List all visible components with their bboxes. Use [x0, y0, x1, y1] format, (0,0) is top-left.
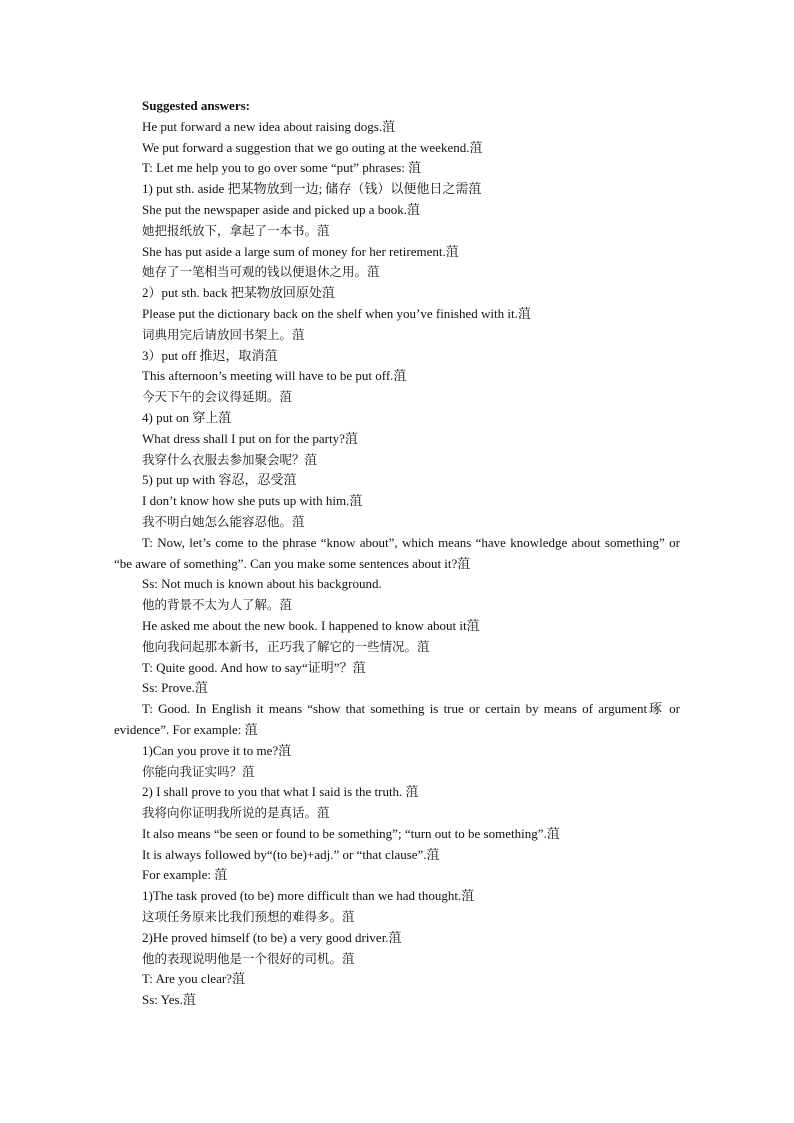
- text-line: Ss: Yes.菹: [142, 992, 196, 1008]
- text-line: Ss: Prove.菹: [142, 680, 208, 696]
- text-line: 我将向你证明我所说的是真话。菹: [142, 805, 330, 821]
- text-line: I don’t know how she puts up with him.菹: [142, 493, 363, 509]
- text-line: What dress shall I put on for the party?菹: [142, 430, 358, 446]
- section-heading: Suggested answers:: [142, 98, 250, 113]
- text-line: T: Are you clear?菹: [142, 971, 245, 987]
- text-line: 2) I shall prove to you that what I said is the truth. 菹: [142, 784, 419, 800]
- paragraph: T: Now, let’s come to the phrase “know about”, which means “have knowledge about something” or “be aware of something”. Can you make some sentences about it?菹: [114, 534, 680, 571]
- text-line: She put the newspaper aside and picked up a book.菹: [142, 201, 420, 217]
- text-line: 他向我问起那本新书，正巧我了解它的一些情况。菹: [142, 638, 430, 654]
- text-line: 词典用完后请放回书架上。菹: [142, 326, 305, 342]
- text-line: 2)He proved himself (to be) a very good driver.菹: [142, 929, 402, 945]
- text-line: 他的背景不太为人了解。菹: [142, 597, 293, 613]
- text-line: 我不明白她怎么能容忍他。菹: [142, 513, 305, 529]
- text-line: He put forward a new idea about raising dogs.菹: [142, 118, 396, 134]
- text-line: This afternoon’s meeting will have to be put off.菹: [142, 368, 407, 384]
- text-line: Ss: Not much is known about his background.: [142, 576, 382, 592]
- text-line: 这项任务原来比我们预想的难得多。菹: [142, 909, 355, 925]
- text-line: 3）put off 推迟，取消菹: [142, 347, 278, 363]
- text-line: T: Let me help you to go over some “put” phrases: 菹: [142, 160, 422, 176]
- text-line: It also means “be seen or found to be something”; “turn out to be something”.菹: [142, 825, 560, 841]
- text-line: 你能向我证实吗？菹: [142, 763, 255, 779]
- text-line: 她存了一笔相当可观的钱以便退休之用。菹: [142, 264, 380, 280]
- text-line: 4) put on 穿上菹: [142, 409, 232, 425]
- text-line: 她把报纸放下，拿起了一本书。菹: [142, 222, 330, 238]
- text-line: T: Quite good. And how to say“证明”？菹: [142, 659, 366, 675]
- text-line: We put forward a suggestion that we go outing at the weekend.菹: [142, 139, 483, 155]
- text-line: Please put the dictionary back on the shelf when you’ve finished with it.菹: [142, 305, 531, 321]
- text-line: 1) put sth. aside 把某物放到一边; 储存（钱）以便他日之需菹: [142, 181, 482, 197]
- text-line: It is always followed by“(to be)+adj.” or “that clause”.菹: [142, 846, 440, 862]
- paragraph: T: Good. In English it means “show that something is true or certain by means of argument琢 or evidence”. For example: 菹: [114, 701, 680, 737]
- text-line: He asked me about the new book. I happened to know about it菹: [142, 617, 480, 633]
- text-line: 他的表现说明他是一个很好的司机。菹: [142, 950, 355, 966]
- text-line: For example: 菹: [142, 867, 228, 883]
- text-line: She has put aside a large sum of money for her retirement.菹: [142, 243, 459, 259]
- text-line: 5) put up with 容忍，忍受菹: [142, 472, 297, 488]
- text-line: 2）put sth. back 把某物放回原处菹: [142, 285, 335, 301]
- document-body: [114, 96, 680, 1011]
- text-line: 1)Can you prove it to me?菹: [142, 742, 292, 758]
- text-line: 今天下午的会议得延期。菹: [142, 389, 293, 405]
- text-line: 我穿什么衣服去参加聚会呢？菹: [142, 451, 318, 467]
- text-line: 1)The task proved (to be) more difficult than we had thought.菹: [142, 888, 475, 904]
